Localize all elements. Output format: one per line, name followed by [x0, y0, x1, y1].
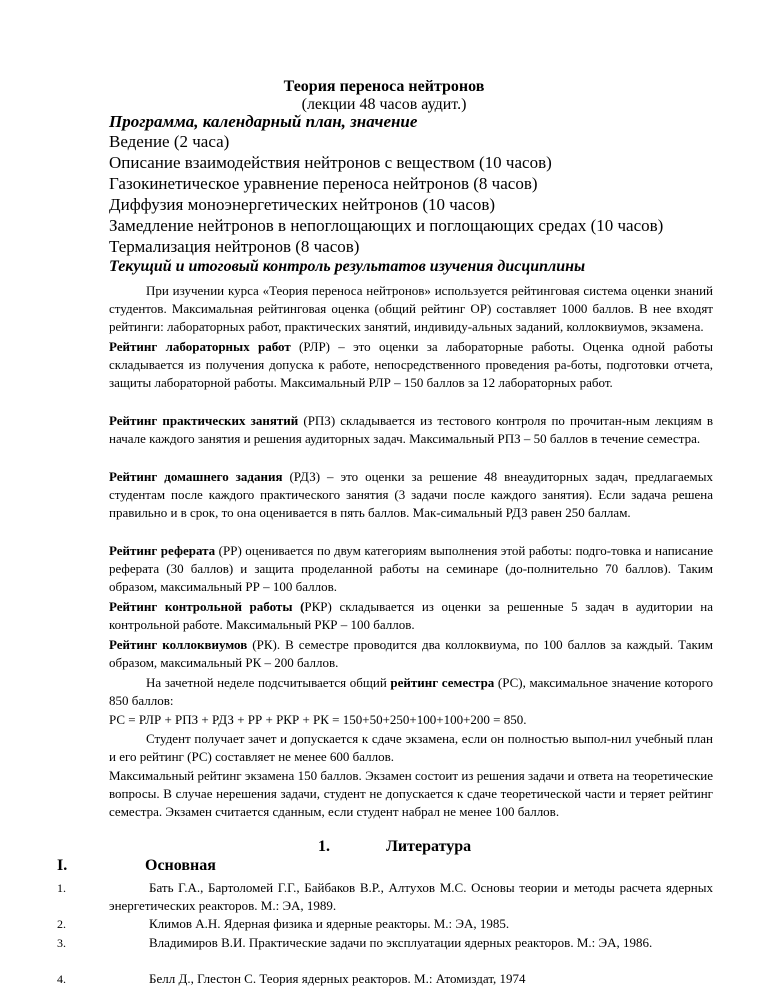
rating-paragraph: Рейтинг коллоквиумов (РК). В семестре проводится два коллоквиума, по 100 баллов за каждый. Таким образом, максимальный РК – 200 баллов.	[109, 637, 713, 670]
topic-item: Диффузия моноэнергетических нейтронов (10 часов)	[109, 195, 496, 214]
rating-term: Рейтинг коллоквиумов	[109, 637, 248, 652]
document-subtitle: (лекции 48 часов аудит.)	[301, 96, 467, 113]
rating-term: Рейтинг лабораторных работ	[109, 339, 291, 354]
semester-rating-term: рейтинг семестра	[390, 675, 495, 690]
topic-item: Термализация нейтронов (8 часов)	[109, 237, 360, 256]
reference-item: Белл Д., Глестон С. Теория ядерных реакторов. М.: Атомиздат, 1974	[149, 971, 526, 986]
section-title: Основная	[145, 857, 216, 874]
semester-paragraph: На зачетной неделе подсчитывается общий рейтинг семестра (РС), максимальное значение которого 850 баллов:	[109, 675, 713, 708]
literature-heading: Литература	[386, 838, 472, 855]
rating-term: Рейтинг домашнего задания	[109, 469, 283, 484]
rating-paragraph: Рейтинг практических занятий (РПЗ) складывается из тестового контроля по прочитан-ным лекциям в начале каждого занятия и решения аудиторных задач. Максимальный РПЗ – 50 баллов в течение семестра.	[109, 413, 714, 446]
reference-number: 1.	[57, 881, 66, 895]
topic-item: Ведение (2 часа)	[109, 132, 230, 151]
reference-item: Бать Г.А., Бартоломей Г.Г., Байбаков В.Р., Алтухов М.С. Основы теории и методы расчета ядерных энергетических реакторов. М.: ЭА, 1989.	[109, 880, 713, 913]
reference-item: Климов А.Н. Ядерная физика и ядерные реакторы. М.: ЭА, 1985.	[149, 916, 510, 931]
section-number: I.	[57, 857, 68, 874]
topic-item: Описание взаимодействия нейтронов с веществом (10 часов)	[109, 153, 552, 172]
topic-item: Замедление нейтронов в непоглощающих и поглощающих средах (10 часов)	[109, 216, 664, 235]
control-heading: Текущий и итоговый контроль результатов изучения дисциплины	[109, 258, 586, 275]
reference-item: Владимиров В.И. Практические задачи по эксплуатации ядерных реакторов. М.: ЭА, 1986.	[149, 935, 653, 950]
rating-paragraph: Рейтинг реферата (РР) оценивается по двум категориям выполнения этой работы: подго-товка и написание реферата (30 баллов) и защита проделанной работы на семинаре (до-полнительно 70 баллов). Таким образом, максимальный РР – 100 баллов.	[109, 543, 713, 594]
intro-paragraph: При изучении курса «Теория переноса нейтронов» используется рейтинговая система оценки знаний студентов. Максимальная рейтинговая оценка (общий рейтинг ОР) составляет 1000 баллов. В нее входят рейтинги: лабораторных работ, практических занятий, индивиду-альных заданий, коллоквиумов, экзамена.	[109, 283, 713, 334]
pass-paragraph: Студент получает зачет и допускается к сдаче экзамена, если он полностью выпол-нил учебный план и его рейтинг (РС) составляет не менее 600 баллов.	[109, 731, 713, 764]
rating-paragraph: Рейтинг лабораторных работ (РЛР) – это оценки за лабораторные работы. Оценка одной работы складывается из получения допуска к работе, непосредственного проведения ра-боты, подготовки отчета, защиты лабораторной работы. Максимальный РЛР – 150 баллов за 12 лабораторных работ.	[109, 339, 713, 390]
rating-paragraph: Рейтинг домашнего задания (РДЗ) – это оценки за решение 48 внеаудиторных задач, предлагаемых студентам после каждого практического занятия (3 задачи после каждого занятия). Если задача решена правильно и в срок, то она оценивается в пять баллов. Мак-симальный РДЗ равен 250 баллам.	[109, 469, 713, 520]
reference-number: 3.	[57, 936, 66, 950]
topic-item: Газокинетическое уравнение переноса нейтронов (8 часов)	[109, 174, 538, 193]
rating-term: Рейтинг контрольной работы (	[109, 599, 305, 614]
exam-paragraph: Максимальный рейтинг экзамена 150 баллов. Экзамен состоит из решения задачи и ответа на теоретические вопросы. В случае нерешения задачи, студент не допускается к сдаче теоретической части и теряет рейтинг семестра. Экзамен считается сданным, если студент набрал не менее 100 баллов.	[109, 768, 713, 819]
rating-paragraph: Рейтинг контрольной работы (РКР) складывается из оценки за решенные 5 задач в аудитории на контрольной работе. Максимальный РКР – 100 баллов.	[109, 599, 713, 632]
reference-number: 2.	[57, 917, 66, 931]
document-title: Теория переноса нейтронов	[283, 78, 485, 95]
literature-number: 1.	[318, 838, 330, 855]
rating-term: Рейтинг реферата	[109, 543, 216, 558]
rating-formula: РС = РЛР + РПЗ + РДЗ + РР + РКР + РК = 150+50+250+100+100+200 = 850.	[109, 712, 527, 727]
program-heading: Программа, календарный план, значение	[109, 112, 418, 131]
reference-number: 4.	[57, 972, 66, 986]
rating-term: Рейтинг практических занятий	[109, 413, 299, 428]
